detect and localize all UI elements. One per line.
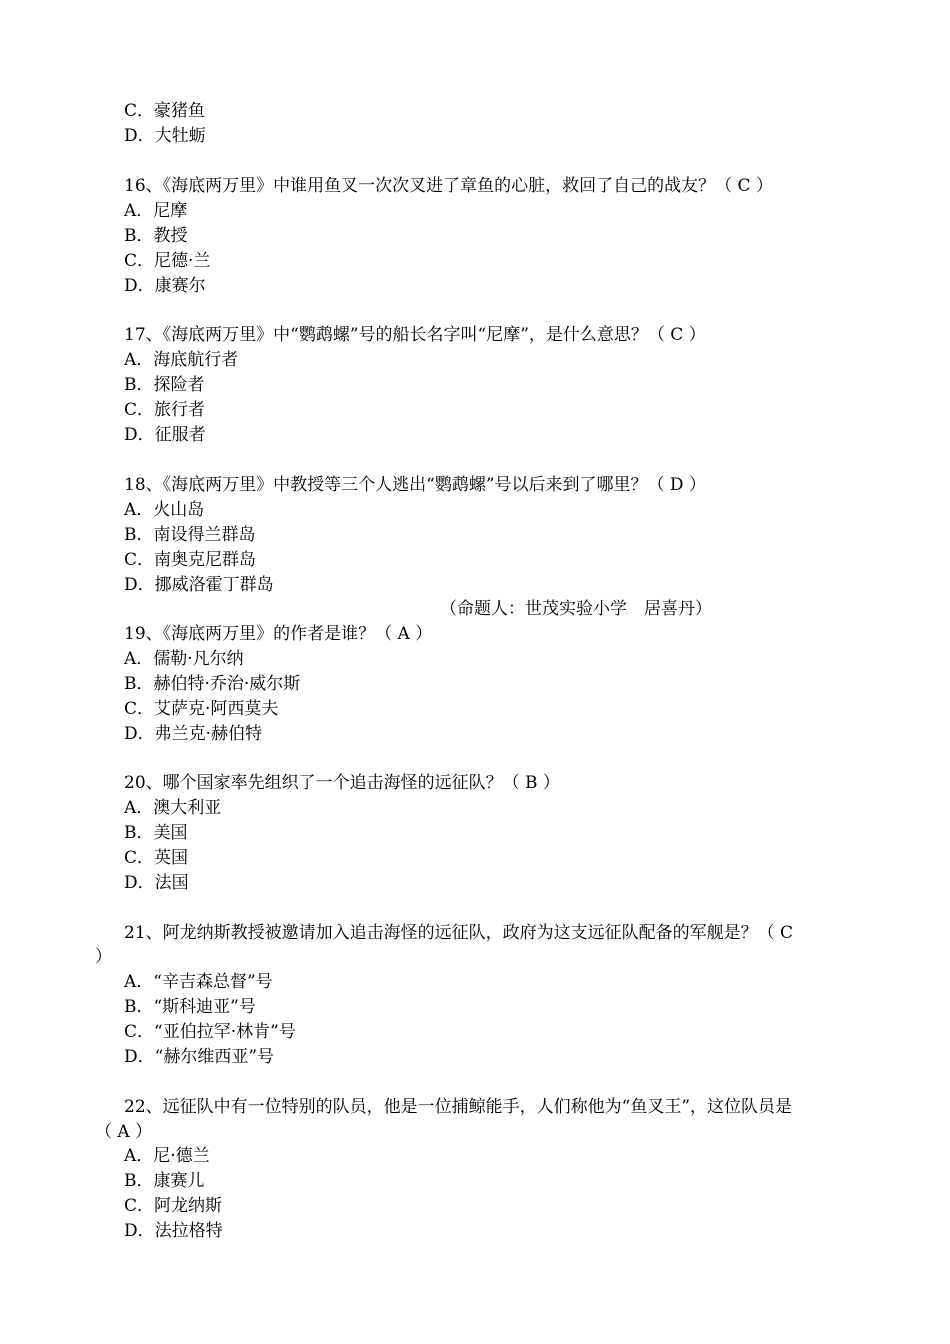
- question-18-option-c: C．南奥克尼群岛: [124, 550, 257, 570]
- question-18-option-d: D．挪威洛霍丁群岛: [124, 575, 274, 595]
- question-19-option-b: B．赫伯特·乔治·威尔斯: [124, 674, 301, 694]
- question-18-option-a: A．火山岛: [124, 500, 205, 520]
- question-16-option-b: B．教授: [124, 226, 188, 246]
- question-22-stem: 22、远征队中有一位特别的队员，他是一位捕鲸能手，人们称他为“鱼叉王”，这位队员是: [124, 1097, 793, 1117]
- question-21-stem-continued: ）: [95, 947, 112, 967]
- question-16-option-c: C．尼德·兰: [124, 251, 211, 271]
- question-16-option-d: D．康赛尔: [124, 276, 206, 296]
- question-22-option-d: D．法拉格特: [124, 1221, 223, 1241]
- question-17-option-b: B．探险者: [124, 375, 205, 395]
- question-21-option-a: A．“辛吉森总督”号: [124, 972, 273, 992]
- question-21-option-c: C．“亚伯拉罕·林肯”号: [124, 1022, 296, 1042]
- question-21-stem: 21、阿龙纳斯教授被邀请加入追击海怪的远征队，政府为这支远征队配备的军舰是？（ C: [124, 923, 794, 943]
- question-author-credit: （命题人：世茂实验小学 居喜丹）: [440, 599, 712, 619]
- question-16-stem: 16、《海底两万里》中谁用鱼叉一次次叉进了章鱼的心脏，救回了自己的战友？（ C ）: [124, 176, 773, 196]
- question-20-option-c: C．英国: [124, 848, 189, 868]
- question-19-option-d: D．弗兰克·赫伯特: [124, 724, 263, 744]
- question-19-option-a: A．儒勒·凡尔纳: [124, 649, 244, 669]
- question-19-stem: 19、《海底两万里》的作者是谁？（ A ）: [124, 624, 433, 644]
- question-19-option-c: C．艾萨克·阿西莫夫: [124, 699, 279, 719]
- question-22-stem-continued: （ A ）: [95, 1122, 153, 1142]
- question-17-option-d: D．征服者: [124, 425, 206, 445]
- question-22-option-a: A．尼·德兰: [124, 1146, 210, 1166]
- question-20-option-a: A．澳大利亚: [124, 798, 222, 818]
- option-d-prev: D．大牡蛎: [124, 126, 206, 146]
- question-18-stem: 18、《海底两万里》中教授等三个人逃出“鹦鹉螺”号以后来到了哪里？（ D ）: [124, 475, 706, 495]
- question-17-option-c: C．旅行者: [124, 400, 206, 420]
- question-17-option-a: A．海底航行者: [124, 350, 239, 370]
- question-18-option-b: B．南设得兰群岛: [124, 525, 256, 545]
- question-22-option-b: B．康赛儿: [124, 1171, 205, 1191]
- question-16-option-a: A．尼摩: [124, 201, 188, 221]
- question-20-option-d: D．法国: [124, 873, 189, 893]
- question-21-option-d: D．“赫尔维西亚”号: [124, 1047, 275, 1067]
- question-20-option-b: B．美国: [124, 823, 188, 843]
- option-c-prev: C．豪猪鱼: [124, 101, 206, 121]
- question-20-stem: 20、哪个国家率先组织了一个追击海怪的远征队？（ B ）: [124, 773, 560, 793]
- question-21-option-b: B．“斯科迪亚”号: [124, 997, 256, 1017]
- question-17-stem: 17、《海底两万里》中“鹦鹉螺”号的船长名字叫“尼摩”，是什么意思？（ C ）: [124, 325, 706, 345]
- question-22-option-c: C．阿龙纳斯: [124, 1196, 223, 1216]
